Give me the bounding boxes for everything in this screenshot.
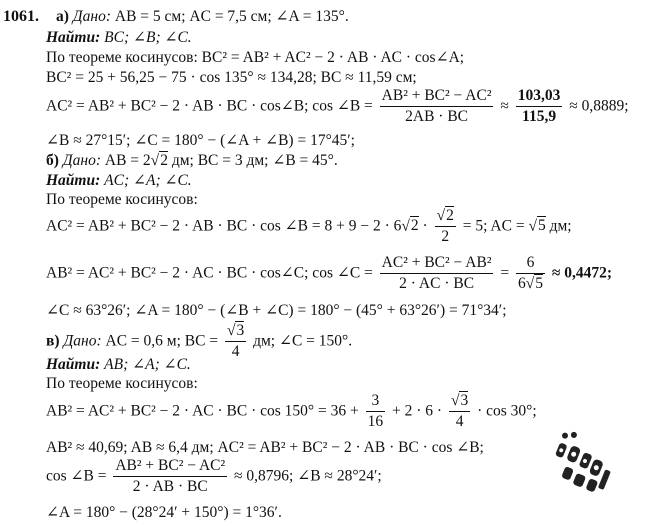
part-c-line1-frac2-num: √3 [449, 393, 470, 412]
part-c-law-intro: По теореме косинусов: [46, 375, 198, 392]
part-a-num-fraction [516, 88, 563, 126]
part-c-given-frac-den: 4 [231, 343, 240, 361]
part-c-given-fraction [225, 323, 246, 361]
sqrt-icon: √ [528, 217, 537, 235]
part-a-num-num: 103,03 [516, 88, 563, 107]
part-a-find-line [46, 30, 192, 46]
part-b-given-word: Дано: [62, 152, 102, 169]
part-a-cos-line [46, 88, 629, 126]
part-c-given-pre: AC = 0,6 м; BC = [105, 332, 219, 350]
part-b-line1: AC² = AB² + BC² − 2 · AB · BC · cos ∠B = 8 + 9 − 2 · 6√2 · $\frac{√2}{2}$ = 5; AC = √5 дм; [46, 207, 572, 246]
sqrt-icon: √ [525, 275, 535, 293]
part-c-find-word: Найти: [46, 356, 101, 373]
part-b-law-intro: По теореме косинусов: [46, 191, 198, 208]
part-b-line2-frac-den: 2 · AC · BC [399, 275, 475, 293]
part-c-line1-mid: + 2 · 6 · [391, 402, 443, 420]
part-c-line3-post: ≈ 0,8796; ∠B ≈ 28°24′; [234, 467, 382, 485]
part-b-line2-fraction2 [516, 255, 545, 293]
part-b-given-post: дм; BC = 3 дм; ∠B = 45°. [171, 152, 338, 169]
part-c-line1-pre: AB² = AC² + BC² − 2 · AC · BC · cos 150° = 36 + [46, 402, 359, 420]
part-a-calc1: BC² = 25 + 56,25 − 75 · cos 135° ≈ 134,28; BC ≈ 11,59 см; [46, 69, 417, 86]
part-b-find-line [46, 173, 192, 189]
part-a-label: а) [56, 8, 69, 25]
part-a-num-den: 115,9 [522, 108, 557, 126]
part-b-line1-frac-den: 2 [441, 228, 450, 246]
part-a-fraction [380, 88, 494, 126]
part-b-line2-frac2-den: 6√5 [517, 275, 543, 293]
part-c-line3 [46, 458, 382, 496]
part-c-given-line [46, 323, 352, 361]
part-b-find-word: Найти: [46, 172, 101, 189]
part-c-line1-frac1-den: 16 [367, 413, 384, 431]
part-a-given: AB = 5 см; AC = 7,5 см; ∠A = 135°. [114, 8, 349, 25]
part-b-find: AC; ∠A; ∠C. [104, 172, 192, 189]
part-a-frac-den: 2AB · BC [405, 108, 469, 126]
part-c-line3-frac-den: 2 · AB · BC [132, 478, 208, 496]
part-b-line2-post: ≈ 0,4472; [551, 264, 613, 282]
problem-number: 1061. [3, 8, 39, 25]
part-c-line3-fraction [113, 458, 227, 496]
part-a-frac-num: AB² + BC² − AC² [380, 88, 494, 107]
part-c-line4: ∠A = 180° − (28°24′ + 150°) = 1°36′. [46, 504, 282, 521]
part-c-find-line [46, 357, 191, 373]
part-b-line2-frac-num: AC² + BC² − AB² [380, 255, 494, 274]
part-b-line1-pre: AC² = AB² + BC² − 2 · AB · BC · cos ∠B = 8 + 9 − 2 · 6 [46, 217, 402, 235]
part-c-find: AB; ∠A; ∠C. [104, 356, 191, 373]
part-b-line1-rad: 2 [410, 217, 419, 235]
part-b-label: б) [46, 152, 59, 169]
part-c-given-frac-num: √3 [225, 323, 246, 342]
part-a-angles: ∠B ≈ 27°15′; ∠C = 180° − (∠A + ∠B) = 17°45′; [46, 132, 355, 149]
part-c-line1 [46, 393, 537, 431]
sqrt-icon: √ [436, 207, 446, 224]
part-c-given-word: Дано: [63, 332, 102, 350]
part-b-line2-pre: AB² = AC² + BC² − 2 · AC · BC · cos∠C; cos ∠C = [46, 264, 373, 282]
part-c-line3-pre: cos ∠B = [46, 467, 107, 485]
part-c-line1-frac1-num: 3 [366, 393, 386, 412]
part-b-line1-post: = 5; AC = [462, 217, 525, 235]
part-c-line1-fraction1 [366, 393, 386, 431]
part-a-law-intro: По теореме косинусов: BC² = AB² + AC² − 2 · AB · AC · cos∠A; [46, 49, 465, 66]
part-b-line2 [46, 255, 612, 293]
part-b-line1-rad2: 5 [537, 217, 546, 235]
part-c-given-post: дм; ∠C = 150°. [253, 332, 353, 350]
sqrt-icon: √ [226, 322, 236, 339]
part-b-line2-fraction [380, 255, 494, 293]
part-c-line1-post: · cos 30°; [477, 402, 537, 420]
sqrt-icon: √ [450, 392, 460, 409]
watermark-stamp [540, 423, 625, 502]
part-a-given-line [56, 9, 349, 25]
part-a-find-word: Найти: [46, 29, 101, 46]
sqrt-icon: √ [150, 152, 160, 169]
part-b-given-rad: 2 [160, 152, 168, 169]
part-b-line3: ∠C ≈ 63°26′; ∠A = 180° − (∠B + ∠C) = 180° − (45° + 63°26′) = 71°34′; [46, 302, 507, 319]
part-a-result: ≈ 0,8889; [569, 97, 629, 115]
sqrt-icon: √ [401, 217, 410, 235]
part-b-line1-unit: дм; [549, 217, 572, 235]
part-c-line1-fraction2 [449, 393, 470, 431]
part-b-given-pre: AB = 2 [104, 152, 151, 169]
part-a-find: BC; ∠B; ∠C. [104, 29, 192, 46]
part-c-line3-frac-num: AB² + BC² − AC² [113, 458, 227, 477]
part-a-cos-formula: AC² = AB² + BC² − 2 · AB · BC · cos∠B; cos ∠B = [46, 97, 373, 115]
part-b-line2-frac2-num: 6 [516, 255, 545, 274]
part-a-approx: ≈ [500, 97, 509, 115]
part-b-line2-eq: = [500, 264, 510, 282]
part-c-line1-frac2-den: 4 [455, 413, 464, 431]
part-b-line1-frac-num: √2 [435, 208, 456, 227]
part-a-given-word: Дано: [72, 8, 112, 25]
part-b-line1-fraction [435, 208, 456, 246]
part-c-line2: AB² ≈ 40,69; AB ≈ 6,4 дм; AC² = AB² + BC² − 2 · AB · BC · cos ∠B; [46, 439, 484, 456]
part-b-given-line [46, 153, 338, 169]
part-c-label: в) [46, 332, 60, 350]
